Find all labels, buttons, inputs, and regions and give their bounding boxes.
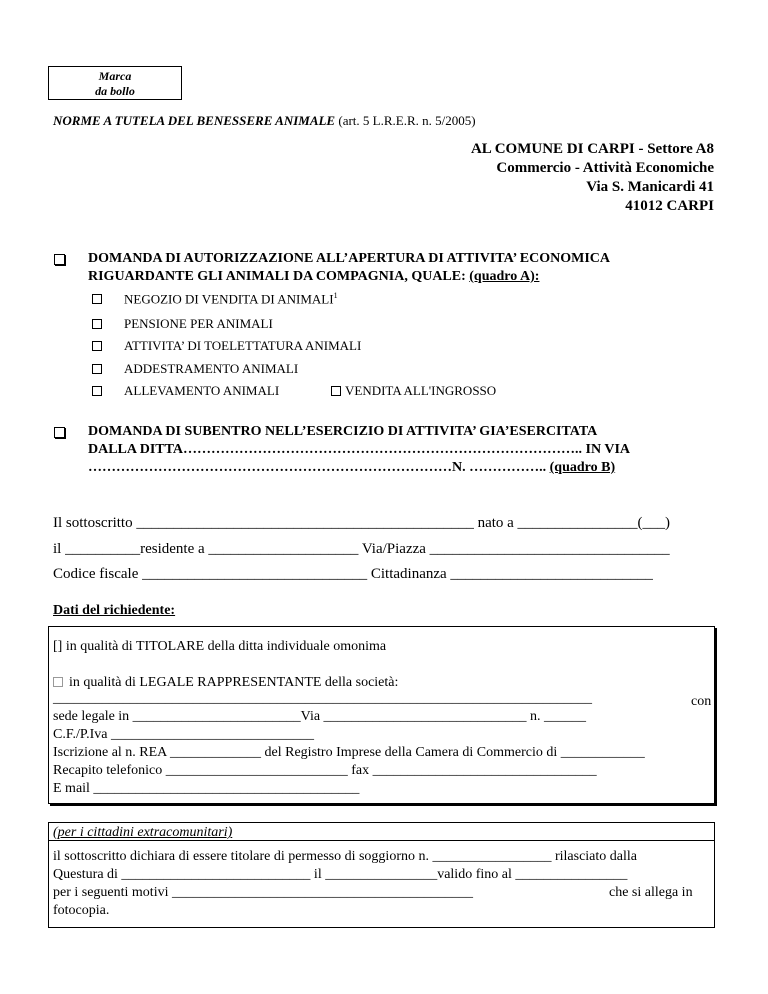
extracomunitari-box [48, 822, 715, 928]
marca-da-bollo-box [48, 66, 182, 100]
addr-line2: Commercio - Attività Economiche [496, 160, 714, 176]
section-a-line2: RIGUARDANTE GLI ANIMALI DA COMPAGNIA, QUALE: [88, 269, 466, 284]
legale-label: in qualità di LEGALE RAPPRESENTANTE della società: [69, 675, 399, 690]
extracom-heading: (per i cittadini extracomunitari) [53, 825, 233, 840]
checkbox-quadro-b[interactable] [54, 427, 65, 438]
rea-field[interactable]: Iscrizione al n. REA _____________ del Registro Imprese della Camera di Commercio di ____________ [53, 745, 645, 760]
stamp-line2: da bollo [95, 84, 135, 98]
sede-legale-field[interactable]: sede legale in ________________________Via _____________________________ n. ______ [53, 709, 587, 724]
permesso-field[interactable]: il sottoscritto dichiara di essere titolare di permesso di soggiorno n. _________________ rilasciato dalla [53, 849, 637, 864]
field-row-codice-fiscale[interactable]: Codice fiscale ______________________________ Cittadinanza ___________________________ [53, 566, 653, 582]
option-label: ALLEVAMENTO ANIMALI [124, 383, 280, 398]
motivi-field[interactable]: per i seguenti motivi ___________________________________________ [53, 885, 473, 900]
norme-ref: (art. 5 L.R.E.R. n. 5/2005) [338, 113, 476, 128]
recipient-address [471, 140, 714, 216]
cf-piva-field[interactable]: C.F./P.Iva _____________________________ [53, 727, 315, 742]
section-b-line2: DALLA DITTA………………………………………………………………………….. IN VIA [88, 442, 631, 457]
option-addestramento[interactable] [92, 361, 298, 377]
option-allevamento[interactable] [92, 383, 279, 399]
section-a-quadro: (quadro A): [469, 269, 540, 284]
section-b-title [88, 423, 708, 477]
checkbox[interactable] [92, 294, 102, 304]
divider [49, 840, 714, 841]
option-pensione[interactable] [92, 316, 273, 332]
option-label: ATTIVITA’ DI TOELETTATURA ANIMALI [124, 338, 362, 353]
checkbox[interactable] [331, 386, 341, 396]
checkbox[interactable] [92, 364, 102, 374]
option-label: ADDESTRAMENTO ANIMALI [124, 361, 299, 376]
section-a-title [88, 250, 610, 286]
checkbox-quadro-a[interactable] [54, 254, 65, 265]
section-a-line1: DOMANDA DI AUTORIZZAZIONE ALL’APERTURA DI ATTIVITA’ ECONOMICA [88, 251, 610, 266]
section-b-line1: DOMANDA DI SUBENTRO NELL’ESERCIZIO DI ATTIVITA’ GIA’ESERCITATA [88, 424, 598, 439]
option-legale-rappresentante[interactable] [53, 675, 398, 691]
checkbox[interactable] [53, 677, 63, 687]
option-titolare[interactable]: [] in qualità di TITOLARE della ditta individuale omonima [53, 639, 387, 654]
email-field[interactable]: E mail ______________________________________ [53, 781, 360, 796]
checkbox[interactable] [92, 386, 102, 396]
field-row-sottoscritto[interactable]: Il sottoscritto _____________________________________________ nato a ________________(___) [53, 515, 671, 531]
stamp-line1: Marca [98, 69, 132, 83]
option-label: VENDITA ALL'INGROSSO [345, 383, 497, 398]
addr-line3: Via S. Manicardi 41 [586, 179, 714, 195]
checkbox[interactable] [92, 341, 102, 351]
section-b-line3: ……………………………………………………………………N. …………….. [88, 460, 547, 475]
option-negozio[interactable] [92, 291, 338, 307]
option-label: NEGOZIO DI VENDITA DI ANIMALI [124, 291, 334, 307]
checkbox[interactable] [92, 319, 102, 329]
questura-field[interactable]: Questura di ___________________________ il ________________valido fino al ________________ [53, 867, 628, 882]
option-toelettatura[interactable] [92, 338, 361, 354]
option-label: PENSIONE PER ANIMALI [124, 316, 273, 331]
footnote-mark: 1 [333, 291, 338, 300]
option-ingrosso[interactable] [331, 383, 496, 399]
richiedente-box [48, 626, 715, 804]
fotocopia-label: fotocopia. [53, 903, 110, 918]
addr-line4: 41012 CARPI [625, 198, 714, 214]
societa-line[interactable]: _____________________________________________________________________________ [53, 691, 592, 706]
richiedente-heading: Dati del richiedente: [53, 603, 176, 618]
section-b-quadro: (quadro B) [549, 460, 616, 475]
norme-heading [53, 113, 476, 129]
con-label: con [691, 694, 712, 709]
addr-line1: AL COMUNE DI CARPI - Settore A8 [470, 141, 714, 157]
allega-label: che si allega in [609, 885, 693, 900]
field-row-residenza[interactable]: il __________residente a ____________________ Via/Piazza ________________________________ [53, 541, 670, 557]
norme-title: NORME A TUTELA DEL BENESSERE ANIMALE [53, 113, 336, 128]
telefono-fax-field[interactable]: Recapito telefonico __________________________ fax ________________________________ [53, 763, 597, 778]
